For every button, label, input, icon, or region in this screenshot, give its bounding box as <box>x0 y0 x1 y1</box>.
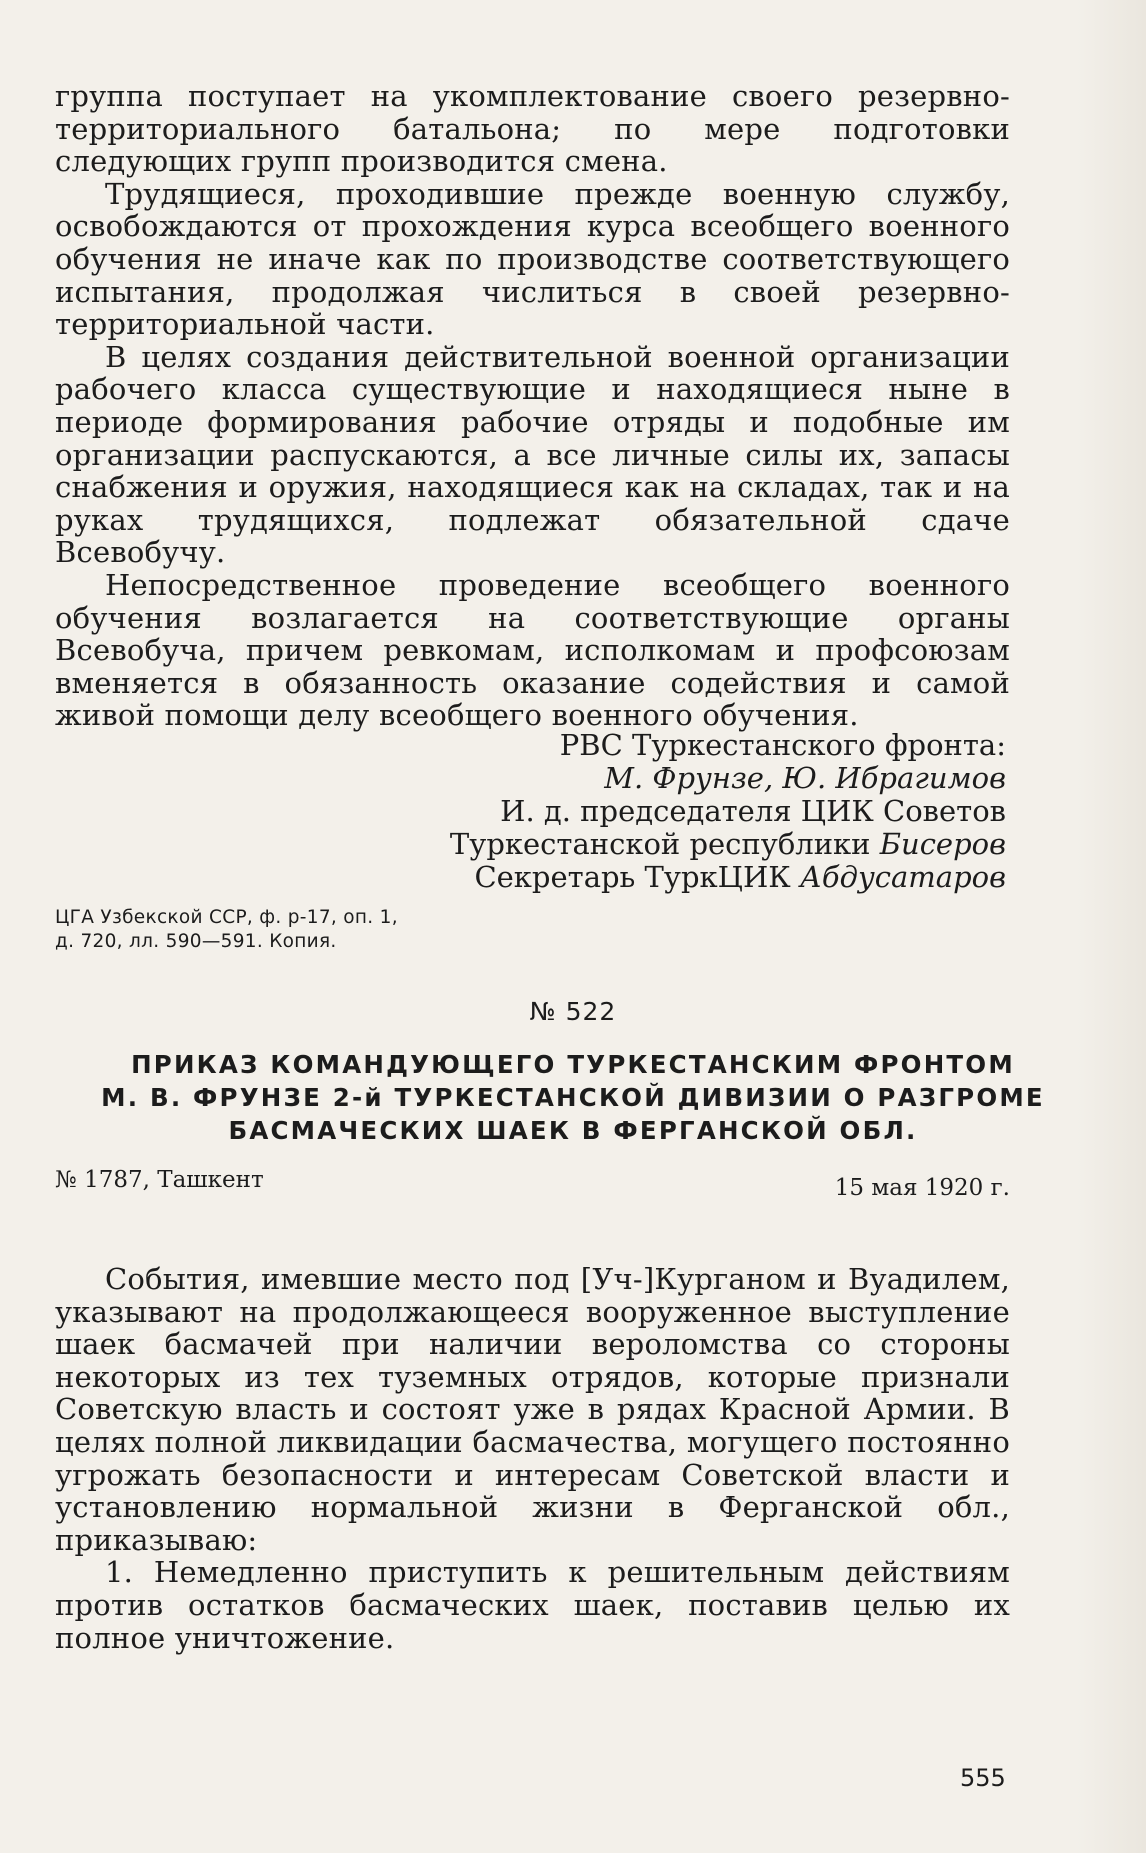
document-title-line-3: БАСМАЧЕСКИХ ШАЕК В ФЕРГАНСКОЙ ОБЛ. <box>228 1116 918 1145</box>
document-title <box>60 1048 1086 1147</box>
document-number: № 522 <box>529 997 617 1026</box>
archive-reference <box>55 906 398 954</box>
signature-rvs-names: М. Фрунзе, Ю. Ибрагимов <box>604 761 1006 795</box>
signature-secretary-line <box>450 861 1006 894</box>
signature-cik-republic: Туркестанской республики <box>449 827 871 861</box>
signature-cik-name: Бисеров <box>879 827 1006 861</box>
archive-line-2: д. 720, лл. 590—591. Копия. <box>55 931 337 952</box>
signature-cik-title: И. д. председателя ЦИК Советов <box>500 794 1006 828</box>
paragraph-former-servicemen: Трудящиеся, проходившие прежде военную службу, освобождаются от прохождения курса всеобщего военного обучения не иначе как по производстве соответствующего испытания, продолжая числиться в своей резервно-территориальной части. <box>55 176 1010 342</box>
signature-secretary-name: Абдусатаров <box>799 860 1006 894</box>
archive-line-1: ЦГА Узбекской ССР, ф. р-17, оп. 1, <box>55 907 398 928</box>
text-block-order <box>55 1263 1010 1654</box>
paragraph-vsevobuch-organs: Непосредственное проведение всеобщего военного обучения возлагается на соответствующие органы Всевобуча, причем ревкомам, исполкомам и профсоюзам вменяется в обязанность оказание содействия и самой живой помощи делу всеобщего военного обучения. <box>55 567 1010 733</box>
paragraph-events: События, имевшие место под [Уч-]Курганом и Вуадилем, указывают на продолжающееся вооруженное выступление шаек басмачей при наличии вероломства со стороны некоторых из тех туземных отрядов, которые признали Советскую власть и состоят уже в рядах Красной Армии. В целях полной ликвидации басмачества, могущего постоянно угрожать безопасности и интересам Советской власти и установлению нормальной жизни в Ферганской обл., приказываю: <box>55 1262 1010 1557</box>
signature-secretary-title: Секретарь ТуркЦИК <box>474 860 791 894</box>
paragraph-continuation: группа поступает на укомплектование своего резервно-территориального батальона; по мере подготовки следующих групп производится смена. <box>55 79 1010 179</box>
paragraph-workers-detachments: В целях создания действительной военной организации рабочего класса существующие и находящиеся ныне в периоде формирования рабочие отряды и подобные им организации распускаются, а все личные силы их, запасы снабжения и оружия, находящиеся как на складах, так и на руках трудящихся, подлежат обязательной сдаче Всевобучу. <box>55 339 1010 570</box>
order-reference: № 1787, Ташкент <box>55 1167 264 1193</box>
paragraph-order-item-1: 1. Немедленно приступить к решительным действиям против остатков басмаческих шаек, поставив целью их полное уничтожение. <box>55 1555 1010 1655</box>
signature-cik-line <box>450 828 1006 861</box>
order-date: 15 мая 1920 г. <box>834 1175 1010 1201</box>
text-block-top <box>55 80 1010 732</box>
document-title-line-1: ПРИКАЗ КОМАНДУЮЩЕГО ТУРКЕСТАНСКИМ ФРОНТОМ <box>131 1050 1015 1079</box>
signature-rvs-title: РВС Туркестанского фронта: <box>559 728 1006 762</box>
page-number: 555 <box>960 1764 1006 1792</box>
page-edge-shadow <box>1076 0 1146 1853</box>
signature-block <box>450 729 1006 894</box>
document-title-line-2: М. В. ФРУНЗЕ 2-й ТУРКЕСТАНСКОЙ ДИВИЗИИ О РАЗГРОМЕ <box>101 1083 1045 1112</box>
